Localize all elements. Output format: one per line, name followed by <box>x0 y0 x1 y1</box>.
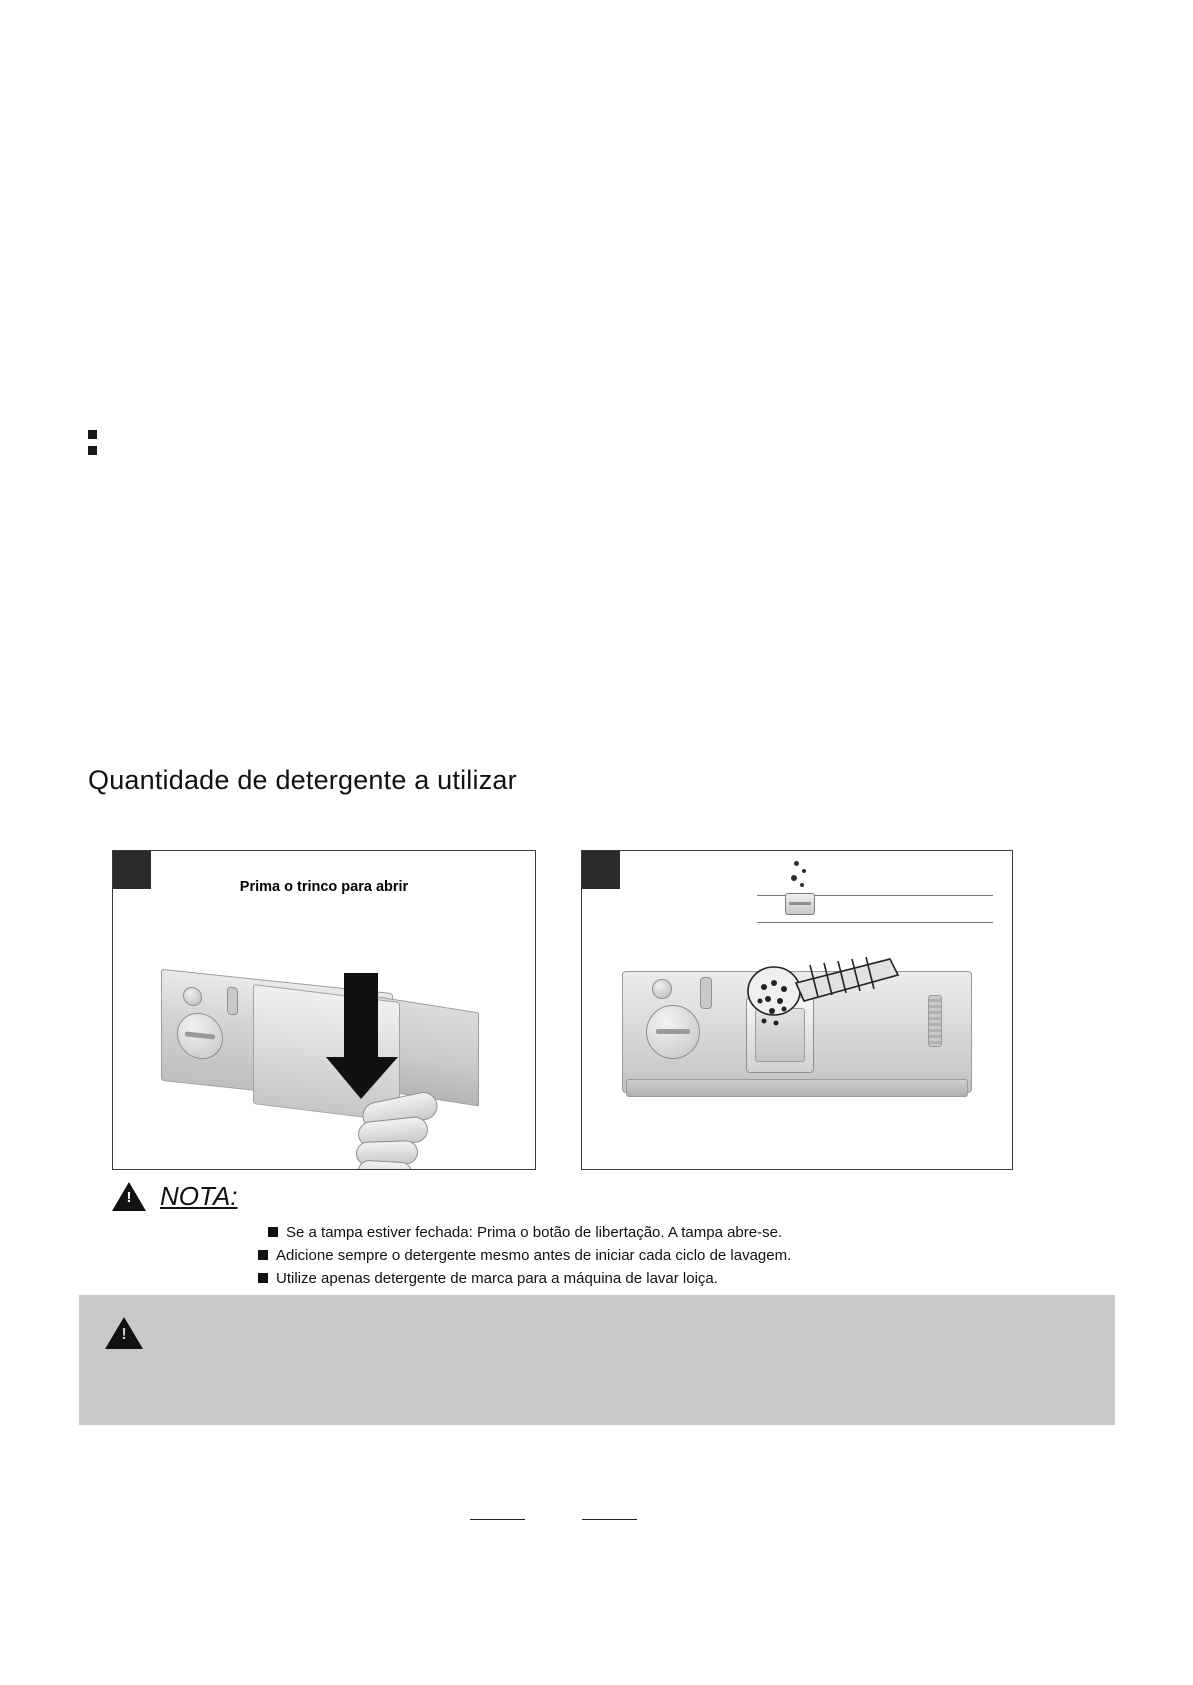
legend-line <box>757 922 993 923</box>
press-arrow-icon <box>326 973 416 1103</box>
indicator-slot-icon <box>700 977 712 1009</box>
rinse-dial-icon <box>646 1005 700 1059</box>
figure-caption: Prima o trinco para abrir <box>239 879 409 895</box>
warning-band <box>79 1295 1115 1425</box>
bullet-square-icon <box>268 1227 278 1237</box>
bullet-square <box>88 430 97 439</box>
note-item-text: Utilize apenas detergente de marca para a máquina de lavar loiça. <box>276 1270 718 1287</box>
list-item <box>268 1222 1078 1243</box>
figure-open-latch <box>112 850 536 1170</box>
powder-dot-icon <box>794 861 799 866</box>
powder-dot-icon <box>802 869 806 873</box>
dispenser-base <box>626 1079 968 1097</box>
figure-step-tab <box>582 851 620 889</box>
figure-add-detergent <box>581 850 1013 1170</box>
detergent-tablet-icon <box>785 893 815 915</box>
detergent-scoop-icon <box>740 957 900 1031</box>
powder-dot-icon <box>791 875 797 881</box>
note-heading-row <box>112 1181 238 1212</box>
list-item <box>258 1268 1078 1289</box>
dispenser-illustration <box>161 951 491 1151</box>
small-knob-icon <box>652 979 672 999</box>
warning-triangle-icon <box>112 1182 146 1211</box>
note-item-text: Se a tampa estiver fechada: Prima o botão de libertação. A tampa abre-se. <box>286 1224 783 1241</box>
note-item-text: Adicione sempre o detergente mesmo antes de iniciar cada ciclo de lavagem. <box>276 1247 792 1264</box>
powder-dot-icon <box>800 883 804 887</box>
dispenser-illustration <box>622 961 972 1141</box>
bullet-square <box>88 446 97 455</box>
footer-rule <box>582 1519 637 1520</box>
note-heading: NOTA: <box>160 1181 238 1211</box>
footer-rule <box>470 1519 525 1520</box>
top-bullet-marks <box>88 430 102 462</box>
warning-triangle-icon <box>105 1317 143 1349</box>
indicator-slot-icon <box>227 986 238 1015</box>
list-item <box>258 1245 1078 1266</box>
vent-panel-icon <box>928 995 942 1047</box>
bullet-square-icon <box>258 1273 268 1283</box>
page-title: Quantidade de detergente a utilizar <box>88 765 517 795</box>
hand-illustration <box>356 1093 448 1170</box>
note-list <box>258 1222 1078 1291</box>
bullet-square-icon <box>258 1250 268 1260</box>
